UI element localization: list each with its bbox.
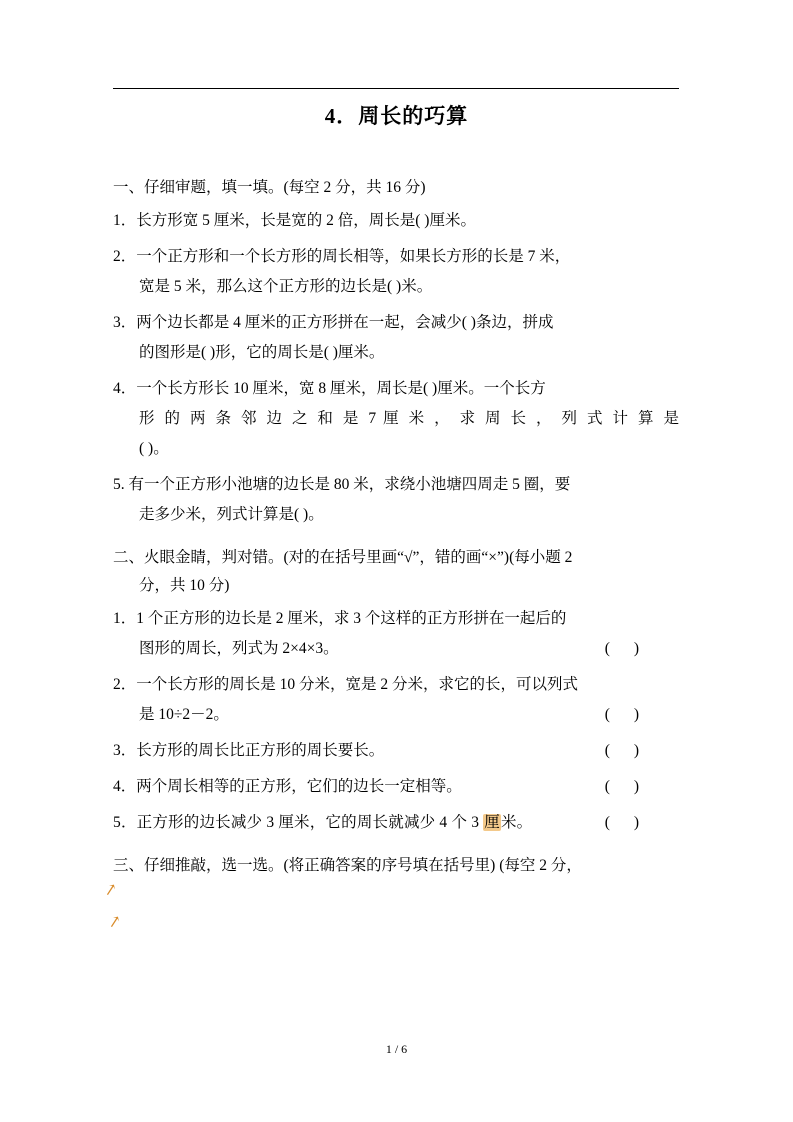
section-3-heading: 三、仔细推敲，选一选。(将正确答案的序号填在括号里) (每空 2 分，: [113, 857, 582, 874]
question-line-row: [113, 808, 679, 838]
question-1-1: [113, 206, 679, 236]
question-line: 4．两个周长相等的正方形，它们的边长一定相等。: [113, 778, 462, 795]
answer-blank[interactable]: ( ): [604, 778, 649, 795]
answer-blank[interactable]: ( ): [604, 742, 649, 759]
question-line-row: [113, 736, 679, 766]
question-line: 3．长方形的周长比正方形的周长要长。: [113, 742, 385, 759]
question-line: 是 10÷2－2。: [139, 706, 229, 723]
question-line: 5. 有一个正方形小池塘的边长是 80 米，求绕小池塘四周走 5 圈，要: [113, 476, 571, 493]
question-2-2: [113, 670, 679, 730]
question-line: 走多少米，列式计算是( )。: [139, 506, 324, 523]
question-line: 3．两个边长都是 4 厘米的正方形拼在一起，会减少( )条边，拼成: [113, 314, 554, 331]
page-number: 1 / 6: [385, 1042, 408, 1056]
answer-blank[interactable]: ( ): [604, 640, 649, 657]
question-1-3: [113, 308, 679, 368]
document-body: [113, 160, 679, 884]
section-2-heading-line-1: 二、火眼金睛，判对错。(对的在括号里画“√”，错的画“×”)(每小题 2: [113, 549, 573, 566]
question-line: 1．长方形宽 5 厘米，长是宽的 2 倍，周长是( )厘米。: [113, 212, 476, 229]
question-line-text-a: 5．正方形的边长减少 3 厘米，它的周长就减少 4 个 3: [113, 814, 484, 831]
section-1-heading: 一、仔细审题，填一填。(每空 2 分，共 16 分): [113, 179, 426, 196]
question-line-row: [113, 634, 679, 664]
answer-blank[interactable]: ( ): [604, 706, 649, 723]
title-rule: [113, 88, 679, 89]
question-line: ( )。: [139, 440, 169, 457]
answer-blank[interactable]: ( ): [604, 814, 649, 831]
question-line-text-b: 米。: [500, 814, 533, 831]
question-line: 1．1 个正方形的边长是 2 厘米，求 3 个这样的正方形拼在一起后的: [113, 610, 567, 627]
section-2-heading-line-2: 分，共 10 分): [139, 577, 230, 594]
question-line: 2．一个长方形的周长是 10 分米，宽是 2 分米，求它的长，可以列式: [113, 676, 579, 693]
question-2-4: [113, 772, 679, 802]
question-line: 形 的 两 条 邻 边 之 和 是 7 厘 米 ， 求 周 长 ， 列 式 计 算 是: [139, 410, 679, 427]
pen-annotation-icon: ↗: [102, 880, 120, 901]
question-line: 图形的周长，列式为 2×4×3。: [139, 640, 339, 657]
question-line: 的图形是( )形，它的周长是( )厘米。: [139, 344, 385, 361]
page-title: 4．周长的巧算: [324, 104, 469, 128]
section-2-heading: [113, 544, 679, 600]
question-2-1: [113, 604, 679, 664]
pen-annotation-icon: ↗: [106, 912, 124, 933]
question-line: 2．一个正方形和一个长方形的周长相等，如果长方形的长是 7 米，: [113, 248, 571, 265]
question-line: [113, 808, 532, 838]
question-2-3: [113, 736, 679, 766]
question-line: 宽是 5 米，那么这个正方形的边长是( )米。: [139, 278, 433, 295]
question-line: 4．一个长方形长 10 厘米，宽 8 厘米，周长是( )厘米。一个长方: [113, 380, 546, 397]
question-line-row: [113, 700, 679, 730]
question-1-5: [113, 470, 679, 530]
question-2-5: [113, 808, 679, 838]
question-1-4: [113, 374, 679, 464]
highlight-mark: 厘: [484, 814, 500, 831]
question-line-row: [113, 772, 679, 802]
question-1-2: [113, 242, 679, 302]
